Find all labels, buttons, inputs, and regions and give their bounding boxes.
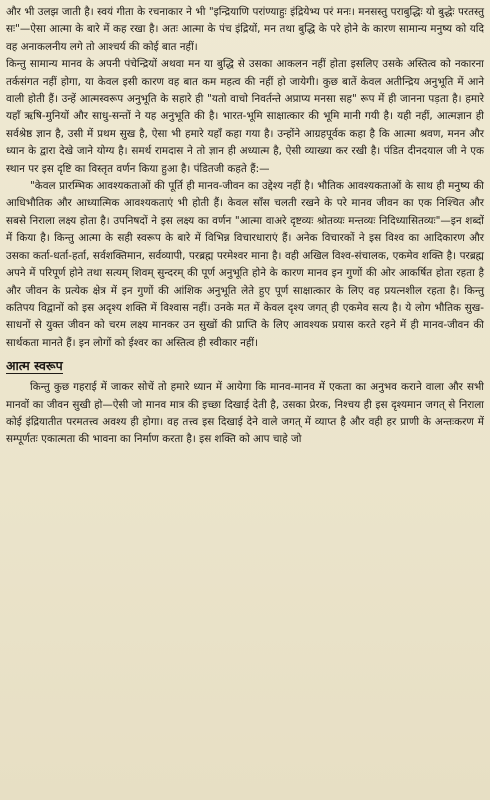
body-paragraph-3: किन्तु कुछ गहराई में जाकर सोचें तो हमारे ध्यान में आयेगा कि मानव-मानव में एकता का अनुभव कराने वाला और सभी मानवों का जीवन सुखी हो—ऐसी जो मानव मात्र की इच्छा दिखाई देती है, उसका प्रेरक, निश्चय ही इस दृश्यमान जगत् से निराला कोई इंद्रियातीत परमतत्त्व अवश्य ही होगा। वह तत्त्व इस दिखाई देने वाले जगत् में व्याप्त है और वही हर प्राणी के अन्तःकरण में सम्पूर्णतः एकात्मता की भावना का निर्माण करता है। इस शक्ति को आप चाहे जो [6,381,484,446]
section-heading [6,357,484,375]
section-heading-text: आत्म स्वरूप [6,358,63,374]
quoted-paragraph: "केवल प्रारम्भिक आवश्यकताओं की पूर्ति ही मानव-जीवन का उद्देश्य नहीं है। भौतिक आवश्यकताओं के साथ ही मनुष्य की आधिभौतिक और आध्यात्मिक आवश्यकताएं भी होती हैं। केवल साँस चलती रखने के परे मानव जीवन का एक निश्चित और सबसे निराला लक्ष्य होता है। उपनिषदों ने इस लक्ष्य का वर्णन "आत्मा वाअरे दृष्टव्यः श्रोतव्यः मन्तव्यः निदिध्यासितव्यः"—इन शब्दों में किया है। किन्तु आत्मा के सही स्वरूप के बारे में विभिन्न विचारधाराएं हैं। अनेक विचारकों ने इस विश्व का आदिकारण और उसका कर्ता-धर्ता-हर्ता, सर्वशक्तिमान, सर्वव्यापी, परब्रह्म परमेश्वर माना है। वही अखिल विश्व-संचालक, एकमेव शक्ति है। परब्रह्म अपने में परिपूर्ण होने तथा सत्यम् शिवम् सुन्दरम् की पूर्ण अनुभूति होने के कारण मानव इन गुणों की ओर आकर्षित होता रहता है और जीवन के प्रत्येक क्षेत्र में इन गुणों की आंशिक अनुभूति लेते हुए पूर्ण साक्षात्कार के लिए वह प्रयत्नशील रहता है। किन्तु कतिपय विद्वानों को इस अदृश्य शक्ति में विश्वास नहीं। उनके मत में केवल दृश्य जगत् ही एकमेव सत्य है। ये लोग भौतिक सुख-साधनों से युक्त जीवन को चरम लक्ष्य मानकर उन सुखों की प्राप्ति के लिए आवश्यक प्रयास करते रहने में ही मानव-जीवन की सार्थकता मानते हैं। इन लोगों को ईश्वर का अस्तित्व ही स्वीकार नहीं। [6,180,484,349]
body-paragraph-1: और भी उलझ जाती है। स्वयं गीता के रचनाकार ने भी "इन्द्रियाणि परांण्याहुः इंद्रियेभ्य परं मनः। मनसस्तु पराबुद्धिः यो बुद्धेः परतस्तु सः"—ऐसा आत्मा के बारे में कह रखा है। अतः आत्मा के पंच इंद्रियों, मन तथा बुद्धि के परे होने के कारण सामान्य मनुष्य को यदि वह अनाकलनीय लगे तो आश्चर्य की कोई बात नहीं। [6,6,484,53]
body-paragraph-2: किन्तु सामान्य मानव के अपनी पंचेन्द्रियों अथवा मन या बुद्धि से उसका आकलन नहीं होता इसलिए उसके अस्तित्व को नकारना तर्कसंगत नहीं होगा, या केवल इसी कारण वह बात कम महत्व की नहीं हो जायेगी। कुछ बातें केवल अतीन्द्रिय अनुभूति में आने वाली होती हैं। उन्हें आत्मस्वरूप अनुभूति के सहारे ही "यतो वाचो निवर्तन्ते अप्राप्य मनसा सह" रूप में ही जानना पड़ता है। हमारे यहाँ ऋषि-मुनियों और साधु-सन्तों ने यह अनुभूति की है। भारत-भूमि साक्षात्कार की भूमि मानी गयी है। यही नहीं, आत्मज्ञान ही सर्वश्रेष्ठ ज्ञान है, उसी में प्रथम सुख है, ऐसा भी हमारे यहाँ कहा गया है। उन्होंने आग्रहपूर्वक कहा है कि आत्मा श्रवण, मनन और ध्यान के द्वारा देखे जाने योग्य है। समर्थ रामदास ने तो ज्ञान ही अध्यात्म है, ऐसी व्याख्या कर रखी है। पंडित दीनदयाल जी ने एक स्थान पर इस दृष्टि का विस्तृत वर्णन किया हुआ है। पंडितजी कहते हैं:— [6,58,484,175]
